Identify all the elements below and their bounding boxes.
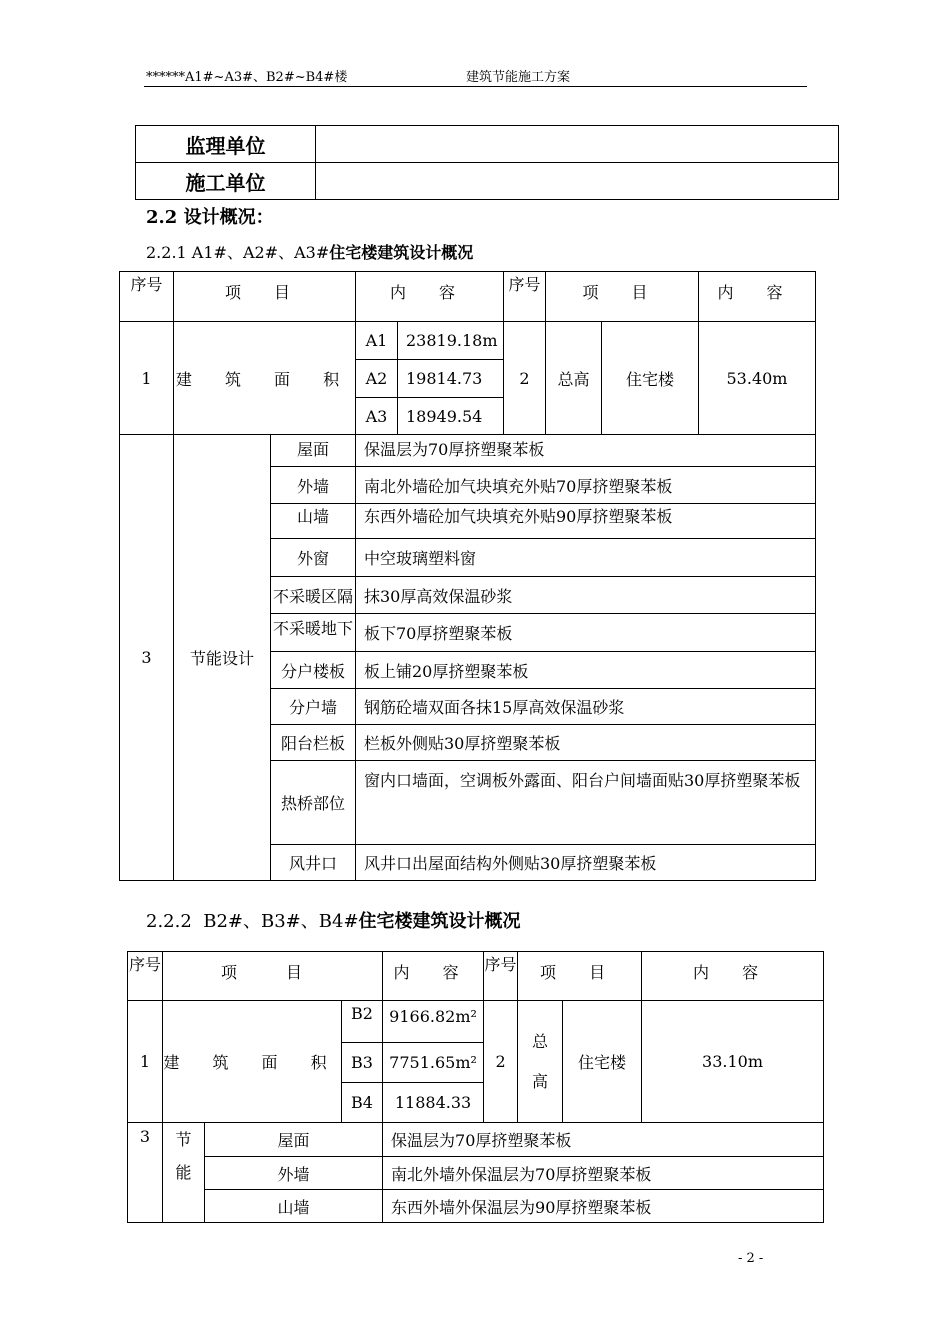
part-label: 山墙: [205, 1190, 383, 1223]
part-label: 不采暖区隔: [271, 577, 356, 614]
col-header-item-2: 项 目: [546, 272, 699, 322]
header-title: 建筑节能施工方案: [466, 70, 571, 85]
row-no: 1: [128, 1001, 163, 1123]
col-header-no-2: 序号: [504, 272, 546, 322]
energy-design-label: 节能设计: [174, 435, 271, 881]
part-label: 风井口: [271, 845, 356, 881]
col-header-no: 序号: [128, 952, 163, 1001]
part-desc: 保温层为70厚挤塑聚苯板: [383, 1123, 824, 1157]
page-number: - 2 -: [738, 1251, 764, 1266]
height-value: 33.10m: [642, 1001, 824, 1123]
area-value: 23819.18m: [398, 322, 504, 360]
area-label: 建 筑 面 积: [174, 322, 356, 435]
height-label: 总 高: [518, 1001, 563, 1123]
col-header-content-2: 内 容: [642, 952, 824, 1001]
section-heading-2-2-2: [146, 907, 521, 933]
header-rule: [144, 86, 807, 87]
building-label: A3: [356, 398, 398, 435]
section-2-2-1-prefix: 2.2.1 A1#、A2#、A3#: [146, 243, 330, 262]
section-2-2-2-title: 住宅楼建筑设计概况: [358, 911, 521, 932]
part-desc: 南北外墙砼加气块填充外贴70厚挤塑聚苯板: [356, 467, 816, 504]
building-label: B2: [342, 1001, 383, 1043]
area-value: 9166.82m²: [383, 1001, 484, 1043]
design-table-b: [127, 951, 824, 1223]
part-desc: 风井口出屋面结构外侧贴30厚挤塑聚苯板: [356, 845, 816, 881]
col-header-content: 内 容: [383, 952, 484, 1001]
part-desc: 南北外墙外保温层为70厚挤塑聚苯板: [383, 1157, 824, 1190]
height-label: 总高: [546, 322, 602, 435]
part-desc: 窗内口墙面，空调板外露面、阳台户间墙面贴30厚挤塑聚苯板: [356, 761, 816, 845]
part-desc: 钢筋砼墙双面各抹15厚高效保温砂浆: [356, 689, 816, 725]
part-label: 屋面: [205, 1123, 383, 1157]
area-value: 7751.65m²: [383, 1043, 484, 1083]
part-label: 外墙: [205, 1157, 383, 1190]
building-type: 住宅楼: [563, 1001, 642, 1123]
building-label: A2: [356, 360, 398, 398]
row-no: 2: [504, 322, 546, 435]
supervision-unit-label: 监理单位: [136, 126, 316, 163]
part-desc: 栏板外侧贴30厚挤塑聚苯板: [356, 725, 816, 761]
units-table: [135, 125, 839, 200]
height-value: 53.40m: [699, 322, 816, 435]
building-label: B3: [342, 1043, 383, 1083]
design-table-a: [119, 271, 816, 881]
construction-unit-value: [316, 163, 839, 200]
part-label: 屋面: [271, 435, 356, 467]
part-desc: 板上铺20厚挤塑聚苯板: [356, 652, 816, 689]
col-header-item: 项 目: [174, 272, 356, 322]
part-label: 分户楼板: [271, 652, 356, 689]
col-header-no-2: 序号: [484, 952, 518, 1001]
part-label: 分户墙: [271, 689, 356, 725]
part-desc: 抹30厚高效保温砂浆: [356, 577, 816, 614]
part-label: 山墙: [271, 504, 356, 539]
part-label: 阳台栏板: [271, 725, 356, 761]
area-value: 18949.54: [398, 398, 504, 435]
section-heading-2-2-1: [146, 240, 473, 263]
col-header-content: 内 容: [356, 272, 504, 322]
area-label: 建 筑 面 积: [163, 1001, 342, 1123]
col-header-item-2: 项 目: [518, 952, 642, 1001]
part-desc: 东西外墙外保温层为90厚挤塑聚苯板: [383, 1190, 824, 1223]
row-no: 3: [120, 435, 174, 881]
row-no: 3: [128, 1123, 163, 1223]
row-no: 1: [120, 322, 174, 435]
part-desc: 东西外墙砼加气块填充外贴90厚挤塑聚苯板: [356, 504, 816, 539]
col-header-content-2: 内 容: [699, 272, 816, 322]
energy-design-label: 节 能: [163, 1123, 205, 1223]
section-2-2-2-prefix: 2.2.2 B2#、B3#、B4#: [146, 911, 359, 932]
building-label: B4: [342, 1083, 383, 1123]
section-heading-2-2: 2.2 设计概况：: [146, 207, 274, 228]
section-2-2-1-title: 住宅楼建筑设计概况: [329, 243, 474, 262]
area-value: 11884.33: [383, 1083, 484, 1123]
col-header-no: 序号: [120, 272, 174, 322]
part-label: 热桥部位: [271, 761, 356, 845]
part-desc: 中空玻璃塑料窗: [356, 539, 816, 577]
part-desc: 保温层为70厚挤塑聚苯板: [356, 435, 816, 467]
supervision-unit-value: [316, 126, 839, 163]
row-no: 2: [484, 1001, 518, 1123]
construction-unit-label: 施工单位: [136, 163, 316, 200]
area-value: 19814.73: [398, 360, 504, 398]
part-label: 外窗: [271, 539, 356, 577]
part-desc: 板下70厚挤塑聚苯板: [356, 614, 816, 652]
part-label: 不采暖地下: [271, 614, 356, 652]
building-label: A1: [356, 322, 398, 360]
building-type: 住宅楼: [602, 322, 699, 435]
header-left: ******A1#~A3#、B2#~B4#楼: [146, 70, 348, 85]
col-header-item: 项 目: [163, 952, 383, 1001]
part-label: 外墙: [271, 467, 356, 504]
